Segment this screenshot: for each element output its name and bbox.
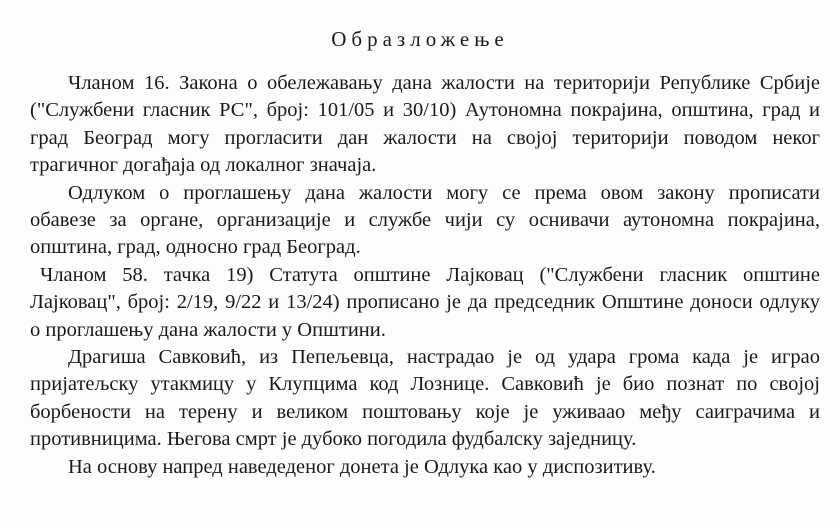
text-line: Чланом 58. тачка 19) Статута општине Лајковац ("Службени гласник општине (40, 263, 820, 286)
text-line: Драгиша Савковић, из Пепељевца, настрадао је од удара грома када је играо (68, 346, 820, 369)
paragraph-statute-article-58 (30, 262, 820, 344)
text-line: општина, град, односно град Београд. (30, 236, 361, 259)
text-line: противницима. Његова смрт је дубоко погодила фудбалску заједницу. (30, 428, 637, 451)
paragraph-conclusion (30, 454, 820, 481)
paragraph-law-article-16 (30, 70, 820, 180)
text-line: о проглашењу дана жалости у Општини. (30, 318, 386, 341)
text-line: Одлуком о проглашењу дана жалости могу се према овом закону прописати (68, 181, 820, 204)
document-heading: Образложење (331, 27, 509, 51)
paragraph-event-description (30, 344, 820, 454)
text-line: Чланом 16. Закона о обележавању дана жалости на територији Републике Србије (68, 72, 820, 94)
document-body (30, 70, 820, 481)
text-line: пријатељску утакмицу у Клупцима код Лознице. Савковић је био познат по својој (30, 373, 820, 396)
text-line: град Београд могу прогласити дан жалости на својој територији поводом неког (30, 126, 820, 149)
text-line: Лајковац", број: 2/19, 9/22 и 13/24) прописано је да председник Општине доноси одлуку (30, 291, 820, 314)
paragraph-decision-obligations (30, 180, 820, 262)
text-line: ("Службени гласник РС", број: 101/05 и 30/10) Аутономна покрајина, општина, град и (30, 99, 820, 122)
text-line: борбености на терену и великом поштовању које је уживаао међу саиграчима и (30, 400, 820, 423)
text-line: На основу напред наведеденог донета је Одлука као у диспозитиву. (68, 455, 656, 478)
text-line: обавезе за органе, организације и службе чији су оснивачи аутономна покрајина, (30, 209, 820, 232)
text-line: трагичног догађаја од локалног значаја. (30, 154, 377, 177)
